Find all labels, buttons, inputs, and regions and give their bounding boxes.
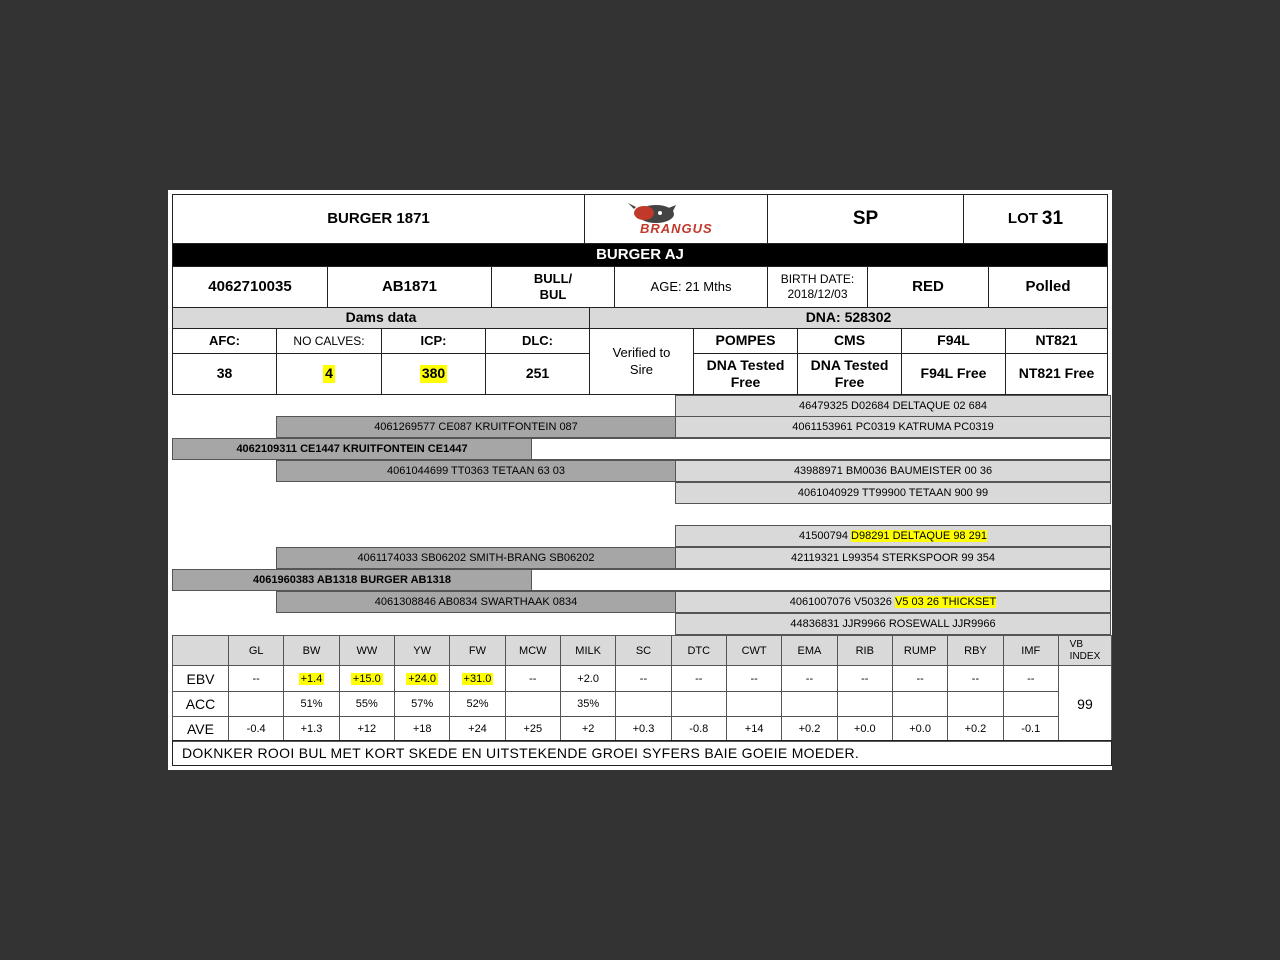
trait-header-imf: IMF: [1003, 635, 1059, 666]
value-text: --: [529, 672, 537, 685]
value-text: --: [916, 672, 924, 685]
animal-tag: AB1871: [327, 266, 492, 308]
value-acc-rump: [892, 691, 948, 717]
value-acc-cwt: [726, 691, 782, 717]
value-text: +1.3: [300, 723, 323, 735]
value-text: +0.3: [632, 723, 655, 735]
trait-header-ww: WW: [339, 635, 395, 666]
value-acc-ema: [781, 691, 837, 717]
registration-number: 4062710035: [172, 266, 328, 308]
value-text: --: [1027, 672, 1035, 685]
pedigree-sire-sire: 4061269577 CE087 KRUITFONTEIN 087: [276, 416, 676, 438]
dss-prefix: 41500794: [799, 530, 852, 542]
horn-status: Polled: [988, 266, 1108, 308]
dds-highlight: V5 03 26 THICKSET: [894, 596, 997, 608]
value-acc-bw: [283, 691, 339, 717]
value-text: -0.8: [689, 723, 709, 735]
pedigree-sire: 4062109311 CE1447 KRUITFONTEIN CE1447: [172, 438, 532, 460]
icp-header: ICP:: [381, 328, 486, 354]
cms-header: CMS: [797, 328, 902, 354]
value-acc-ww: [339, 691, 395, 717]
value-ebv-ww: [339, 665, 395, 692]
value-text: 55%: [355, 698, 378, 710]
breeder-name: BURGER AJ: [172, 243, 1108, 267]
sale-catalogue-card: [168, 190, 1112, 770]
value-text: +2.0: [577, 672, 599, 685]
value-text: --: [639, 672, 648, 685]
dds-prefix: 4061007076 V50326: [789, 596, 895, 608]
trait-header-bw: BW: [283, 635, 339, 666]
value-ebv-rby: [947, 665, 1003, 692]
trait-header-milk: MILK: [560, 635, 616, 666]
value-ave-gl: [228, 716, 284, 742]
pedigree-spacer-2: [531, 569, 1111, 591]
no-calves-number: 4: [325, 365, 333, 382]
dss-highlight: D98291 DELTAQUE 98 291: [851, 530, 987, 542]
value-acc-rib: [837, 691, 893, 717]
value-text: -0.4: [246, 723, 266, 735]
pedigree-sire-dam-dam: 4061040929 TT99900 TETAAN 900 99: [675, 482, 1111, 504]
value-text: +24: [468, 723, 487, 735]
value-text: +0.2: [964, 723, 987, 735]
dna-title: DNA: 528302: [589, 307, 1108, 329]
comment: DOKNKER ROOI BUL MET KORT SKEDE EN UITSTEKENDE GROEI SYFERS BAIE GOEIE MOEDER.: [172, 740, 1112, 766]
value-ave-mcw: [505, 716, 561, 742]
trait-header-gl: GL: [228, 635, 284, 666]
value-text: 57%: [411, 698, 434, 710]
trait-header-dtc: DTC: [671, 635, 727, 666]
value-ave-rby: [947, 716, 1003, 742]
trait-header-sc: SC: [615, 635, 671, 666]
verified-to-sire: Verified to Sire: [589, 328, 694, 395]
pedigree-spacer: [531, 438, 1111, 460]
value-text: --: [695, 672, 703, 685]
value-ebv-gl: [228, 665, 284, 692]
trait-header-yw: YW: [394, 635, 450, 666]
trait-header-ema: EMA: [781, 635, 837, 666]
value-text: +0.2: [798, 723, 821, 735]
pedigree-dam-dam-sire: [675, 591, 1111, 613]
dlc-value: 251: [485, 353, 590, 395]
value-text: 35%: [577, 698, 600, 710]
value-ebv-rib: [837, 665, 893, 692]
pedigree-sire-sire-sire: 46479325 D02684 DELTAQUE 02 684: [675, 395, 1111, 417]
value-ebv-dtc: [671, 665, 727, 692]
value-ebv-fw: [449, 665, 505, 692]
dlc-header: DLC:: [485, 328, 590, 354]
value-text: +2: [581, 723, 595, 735]
value-text: 51%: [300, 698, 323, 710]
f94l-result: F94L Free: [901, 353, 1006, 395]
value-text: +24.0: [408, 672, 437, 685]
trait-header-mcw: MCW: [505, 635, 561, 666]
pedigree-dam-dam: 4061308846 AB0834 SWARTHAAK 0834: [276, 591, 676, 613]
nt821-header: NT821: [1005, 328, 1108, 354]
value-text: --: [861, 672, 869, 685]
value-ebv-sc: [615, 665, 671, 692]
value-text: --: [252, 672, 260, 685]
row-label-ebv: EBV: [172, 665, 229, 692]
value-ebv-rump: [892, 665, 948, 692]
value-text: +31.0: [463, 672, 492, 685]
pedigree-dam-sire-sire: [675, 525, 1111, 547]
perf-header-blank: [172, 635, 229, 666]
pompes-result: DNA Tested Free: [693, 353, 798, 395]
value-ave-rib: [837, 716, 893, 742]
lot: [963, 194, 1108, 244]
value-text: 52%: [466, 698, 489, 710]
value-text: --: [805, 672, 814, 685]
value-ave-imf: [1003, 716, 1059, 742]
value-ave-rump: [892, 716, 948, 742]
vb-index-header: VB INDEX: [1058, 635, 1112, 666]
icp-number: 380: [421, 365, 446, 382]
value-ebv-imf: [1003, 665, 1059, 692]
birth-date: BIRTH DATE: 2018/12/03: [767, 266, 868, 308]
value-text: +12: [357, 723, 377, 735]
trait-header-rump: RUMP: [892, 635, 948, 666]
value-ebv-mcw: [505, 665, 561, 692]
pedigree-dam-sire: 4061174033 SB06202 SMITH-BRANG SB06202: [276, 547, 676, 569]
brangus-logo: [584, 194, 768, 244]
value-text: +0.0: [853, 723, 876, 735]
no-calves-value: [276, 353, 382, 395]
value-text: -0.1: [1021, 723, 1041, 735]
row-label-acc: ACC: [172, 691, 229, 717]
animal-age: AGE: 21 Mths: [614, 266, 768, 308]
value-text: --: [971, 672, 980, 685]
value-ave-milk: [560, 716, 616, 742]
lot-label: LOT: [1007, 209, 1038, 227]
value-acc-mcw: [505, 691, 561, 717]
row-label-ave: AVE: [172, 716, 229, 742]
pedigree-sire-sire-dam: 4061153961 PC0319 KATRUMA PC0319: [675, 416, 1111, 438]
value-ave-dtc: [671, 716, 727, 742]
icp-value: [381, 353, 486, 395]
value-ave-cwt: [726, 716, 782, 742]
value-acc-sc: [615, 691, 671, 717]
animal-sex: BULL/ BUL: [491, 266, 615, 308]
trait-header-cwt: CWT: [726, 635, 782, 666]
value-ave-sc: [615, 716, 671, 742]
afc-value: 38: [172, 353, 277, 395]
pedigree-dam: 4061960383 AB1318 BURGER AB1318: [172, 569, 532, 591]
pedigree-sire-dam-sire: 43988971 BM0036 BAUMEISTER 00 36: [675, 460, 1111, 482]
value-ave-ema: [781, 716, 837, 742]
value-text: +0.0: [909, 723, 931, 735]
value-acc-imf: [1003, 691, 1059, 717]
value-ebv-cwt: [726, 665, 782, 692]
cms-result: DNA Tested Free: [797, 353, 902, 395]
value-text: +25: [523, 723, 543, 735]
animal-name: BURGER 1871: [172, 194, 585, 244]
value-text: +14: [744, 723, 764, 735]
value-ave-bw: [283, 716, 339, 742]
trait-header-rby: RBY: [947, 635, 1003, 666]
value-ebv-milk: [560, 665, 616, 692]
pompes-header: POMPES: [693, 328, 798, 354]
value-ave-yw: [394, 716, 450, 742]
value-acc-fw: [449, 691, 505, 717]
value-ave-ww: [339, 716, 395, 742]
trait-header-fw: FW: [449, 635, 505, 666]
value-text: +15.0: [352, 672, 381, 685]
value-ebv-ema: [781, 665, 837, 692]
value-acc-gl: [228, 691, 284, 717]
dams-data-title: Dams data: [172, 307, 590, 329]
vb-index-value: 99: [1058, 665, 1112, 742]
value-acc-yw: [394, 691, 450, 717]
brand-logo-text: BRANGUS: [640, 221, 713, 236]
pedigree-sire-dam: 4061044699 TT0363 TETAAN 63 03: [276, 460, 676, 482]
value-text: +18: [412, 723, 432, 735]
animal-color: RED: [867, 266, 989, 308]
afc-header: AFC:: [172, 328, 277, 354]
value-acc-milk: [560, 691, 616, 717]
trait-header-rib: RIB: [837, 635, 893, 666]
pedigree-dam-sire-dam: 42119321 L99354 STERKSPOOR 99 354: [675, 547, 1111, 569]
value-ebv-bw: [283, 665, 339, 692]
pedigree-dam-dam-dam: 44836831 JJR9966 ROSEWALL JJR9966: [675, 613, 1111, 635]
f94l-header: F94L: [901, 328, 1006, 354]
value-ave-fw: [449, 716, 505, 742]
value-acc-rby: [947, 691, 1003, 717]
nt821-result: NT821 Free: [1005, 353, 1108, 395]
value-text: +1.4: [300, 672, 323, 685]
lot-number: 31: [1041, 208, 1064, 230]
value-acc-dtc: [671, 691, 727, 717]
value-text: --: [750, 672, 758, 685]
no-calves-header: NO CALVES:: [276, 328, 382, 354]
grade: SP: [767, 194, 964, 244]
value-ebv-yw: [394, 665, 450, 692]
